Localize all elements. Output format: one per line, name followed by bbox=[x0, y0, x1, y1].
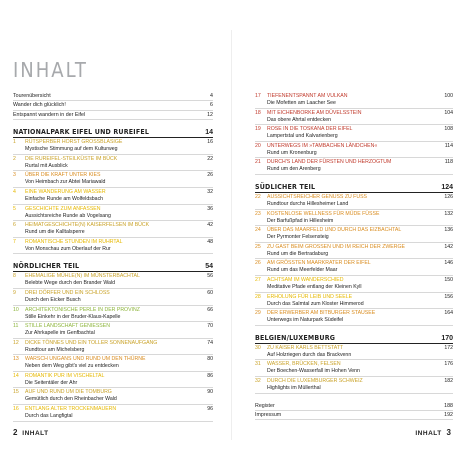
tour-subtitle: Der Pyrmonter Felsensteig bbox=[255, 234, 453, 243]
section-title: SÜDLICHER TEIL bbox=[255, 182, 316, 191]
tour-subtitle: Gemütlich durch den Rheinbacher Wald bbox=[13, 396, 213, 405]
tour-title: HEIMATGESCHICHTE(N) KAISERFELSEN IM BÜCK bbox=[25, 222, 150, 229]
tour-page: 36 bbox=[207, 205, 213, 212]
section-title: NÖRDLICHER TEIL bbox=[13, 262, 80, 271]
tour-page: 142 bbox=[444, 243, 453, 250]
tour-number: 14 bbox=[13, 372, 19, 379]
tour-subtitle: Rund um Kronenburg bbox=[255, 150, 453, 159]
tour-number: 20 bbox=[255, 142, 261, 149]
tour-entry bbox=[13, 238, 213, 255]
toc-title: Impressum bbox=[255, 411, 282, 418]
tour-subtitle: Rurtal mit Ausblick bbox=[13, 163, 213, 172]
page-number: 2 bbox=[13, 428, 18, 437]
tour-header bbox=[255, 377, 453, 385]
tour-number: 28 bbox=[255, 293, 261, 300]
tour-subtitle: Rund um den Arenberg bbox=[255, 166, 453, 175]
tour-title: AUSSICHTSREICHER GENUSS ZU FUSS bbox=[267, 193, 368, 200]
section-page: 14 bbox=[205, 129, 213, 137]
tour-subtitle: Die Seitentäler der Ahr bbox=[13, 380, 213, 389]
tour-header bbox=[13, 339, 213, 347]
tour-subtitle: Meditative Pfade entlang der Kleinen Kyll bbox=[255, 284, 453, 293]
tour-title: ZU KAISER KARLS BETTSTATT bbox=[267, 344, 344, 351]
tour-entry bbox=[255, 377, 453, 394]
tour-entry bbox=[13, 355, 213, 372]
tour-entry bbox=[13, 272, 213, 289]
tour-subtitle: Auf Holzriegen durch das Brackvenn bbox=[255, 352, 453, 361]
section-heading bbox=[255, 332, 453, 344]
tour-subtitle: Rund um das Meerfelder Maar bbox=[255, 267, 453, 276]
tour-header bbox=[255, 243, 453, 251]
section-heading bbox=[255, 181, 453, 193]
tour-page: 80 bbox=[207, 356, 213, 363]
tour-number: 1 bbox=[13, 139, 16, 146]
tour-page: 164 bbox=[444, 310, 453, 317]
tour-subtitle: Highlights im Müllerthal bbox=[255, 385, 453, 394]
footer-left bbox=[13, 428, 49, 437]
tour-page: 86 bbox=[207, 372, 213, 379]
tour-entry bbox=[13, 388, 213, 405]
tour-title: DURCH'S LAND DER FÜRSTEN UND HERZOGTUM bbox=[267, 159, 392, 166]
tour-number: 17 bbox=[255, 93, 261, 99]
tour-title: DURCH DIE LUXEMBURGER SCHWEIZ bbox=[267, 377, 363, 384]
tour-page: 32 bbox=[207, 188, 213, 195]
tour-title: WARSCH UNGANS UND RUND UM DEN THÜRNE bbox=[25, 356, 146, 363]
tour-subtitle: Aussichtsreiche Runde ab Vogelsang bbox=[13, 213, 213, 222]
spacer bbox=[255, 394, 453, 402]
tour-subtitle: Durch das Salmtal zum Kloster Himmerod bbox=[255, 301, 453, 310]
tour-header bbox=[13, 272, 213, 280]
tour-number: 23 bbox=[255, 210, 261, 217]
tour-header bbox=[255, 210, 453, 218]
tour-header bbox=[13, 188, 213, 196]
tour-header bbox=[255, 193, 453, 201]
tour-subtitle: Neben dem Weg gibt's viel zu entdecken bbox=[13, 363, 213, 372]
tour-number: 19 bbox=[255, 126, 261, 133]
toc-page: 4 bbox=[210, 93, 213, 99]
tour-subtitle: Die Mofetten am Laacher See bbox=[255, 100, 453, 109]
tour-entry bbox=[13, 138, 213, 155]
tour-number: 32 bbox=[255, 377, 261, 384]
tour-entry bbox=[255, 226, 453, 243]
tour-title: ROMANTIK PUR IM VISCHELTAL bbox=[25, 372, 105, 379]
toc-page: 6 bbox=[210, 102, 213, 109]
tour-header bbox=[255, 309, 453, 317]
tour-title: EINE WANDERUNG AM WASSER bbox=[25, 188, 106, 195]
tour-title: ZU GAST BEIM GROSSEN UND IM REICH DER ZWERGE bbox=[267, 243, 405, 250]
tour-entry bbox=[255, 243, 453, 260]
toc-row bbox=[13, 101, 213, 110]
tour-entry bbox=[255, 193, 453, 210]
toc-page: 188 bbox=[444, 402, 453, 409]
tour-page: 182 bbox=[444, 377, 453, 384]
tour-title: AM GRÖSSTEN MAARKRATER DER EIFEL bbox=[267, 260, 371, 267]
tour-title: DER ERWERBER AM BITBURGER STAUSEE bbox=[267, 310, 376, 317]
tour-title: STILLE LANDSCHAFT GENIESSEN bbox=[25, 323, 110, 330]
tour-entry bbox=[13, 188, 213, 205]
tour-page: 60 bbox=[207, 289, 213, 296]
tour-title: EHEMALIGE MÜHLE(N) IM MÜNSTERBACHTAL bbox=[25, 273, 140, 280]
tour-header bbox=[13, 155, 213, 163]
tour-header bbox=[13, 171, 213, 179]
toc-page: 192 bbox=[444, 411, 453, 418]
tour-page: 118 bbox=[444, 159, 453, 166]
tour-number: 13 bbox=[13, 356, 19, 363]
tour-title: ACHTSAM IM WANDERSCHIED bbox=[267, 276, 344, 283]
tour-number: 26 bbox=[255, 260, 261, 267]
toc-row bbox=[255, 411, 453, 420]
tour-subtitle: Stille Einkehr in der Bruder-Klaus-Kapelle bbox=[13, 314, 213, 323]
tour-page: 70 bbox=[207, 323, 213, 330]
tour-entry bbox=[255, 158, 453, 175]
tour-subtitle: Zur Ahrkapelle im Genfbachtal bbox=[13, 330, 213, 339]
tour-header bbox=[255, 125, 453, 133]
tour-header bbox=[13, 388, 213, 396]
tour-title: UNTERWEGS IM »TAMBACHEN LÄNDCHEN« bbox=[267, 142, 378, 149]
tour-entry bbox=[255, 109, 453, 126]
tour-page: 42 bbox=[207, 222, 213, 229]
tour-title: WASSER, BRÜCKEN, FELSEN bbox=[267, 361, 341, 368]
tour-title: ROSE IN DIE TOSKANA DER EIFEL bbox=[267, 126, 353, 133]
tour-title: RÜTSPERBER HORST GROSSBLASIGE bbox=[25, 139, 123, 146]
tour-header bbox=[255, 259, 453, 267]
tour-number: 24 bbox=[255, 227, 261, 234]
tour-entry bbox=[255, 259, 453, 276]
section-heading bbox=[13, 260, 213, 272]
footer-right bbox=[415, 428, 451, 437]
toc-row bbox=[255, 402, 453, 411]
tour-subtitle: Lampertstal und Kalvarienberg bbox=[255, 133, 453, 142]
tour-number: 25 bbox=[255, 243, 261, 250]
tour-header bbox=[255, 276, 453, 284]
tour-title: DIE RUREIFEL-STEILKÜSTE IM BÜCK bbox=[25, 155, 118, 162]
tour-page: 66 bbox=[207, 306, 213, 313]
tour-header bbox=[255, 92, 453, 100]
tour-number: 3 bbox=[13, 172, 16, 179]
page-gutter bbox=[231, 30, 232, 440]
tour-title: DREI DÖRFER UND EIN SCHLOSS bbox=[25, 289, 110, 296]
tour-page: 126 bbox=[444, 193, 453, 200]
tour-entry bbox=[255, 309, 453, 326]
tour-header bbox=[13, 238, 213, 246]
tour-number: 30 bbox=[255, 344, 261, 351]
tour-page: 74 bbox=[207, 339, 213, 346]
section-page: 54 bbox=[205, 263, 213, 271]
tour-subtitle: Von Monschau zum Oberlauf der Rur bbox=[13, 246, 213, 255]
section-heading bbox=[13, 126, 213, 138]
tour-entry bbox=[255, 344, 453, 361]
tour-header bbox=[255, 293, 453, 301]
tour-header bbox=[13, 138, 213, 146]
tour-page: 22 bbox=[207, 155, 213, 162]
tour-number: 6 bbox=[13, 222, 16, 229]
page-number: 3 bbox=[446, 428, 451, 437]
tour-subtitle: Der Boechen-Wasserfall im Hohen Venn bbox=[255, 368, 453, 377]
tour-subtitle: Der Barfußpfad in Hillesheim bbox=[255, 218, 453, 227]
tour-header bbox=[255, 226, 453, 234]
tour-subtitle: Belebte Wege durch den Brander Wald bbox=[13, 280, 213, 289]
tour-header bbox=[255, 344, 453, 352]
tour-entry bbox=[13, 322, 213, 339]
tour-page: 48 bbox=[207, 238, 213, 245]
tour-entry bbox=[255, 276, 453, 293]
tour-entry bbox=[13, 171, 213, 188]
tour-number: 15 bbox=[13, 389, 19, 396]
tour-entry bbox=[255, 125, 453, 142]
tour-subtitle: Rundtour am Michelsberg bbox=[13, 347, 213, 356]
tour-title: MIT EICHENBORKE AM DÜVELSSTEIN bbox=[267, 109, 362, 116]
section-title: NATIONALPARK EIFEL UND RUREIFEL bbox=[13, 128, 150, 137]
tour-number: 10 bbox=[13, 306, 19, 313]
tour-number: 18 bbox=[255, 109, 261, 116]
running-head: INHALT bbox=[415, 430, 442, 437]
section-page: 170 bbox=[441, 334, 453, 342]
tour-subtitle: Durch das Langfigtal bbox=[13, 413, 213, 422]
toc-title: Entspannt wandern in der Eifel bbox=[13, 111, 86, 118]
tour-title: ARCHITEKTONISCHE PERLE IN DER PROVINZ bbox=[25, 306, 140, 313]
tour-subtitle: Unterwegs im Naturpark Südeifel bbox=[255, 317, 453, 326]
tour-entry bbox=[255, 92, 453, 109]
tour-entry bbox=[13, 405, 213, 422]
tour-page: 146 bbox=[444, 260, 453, 267]
tour-header bbox=[13, 355, 213, 363]
tour-header bbox=[13, 405, 213, 413]
tour-subtitle: Das obere Ahrtal entdecken bbox=[255, 117, 453, 126]
tour-subtitle: Rund um die Bertradaburg bbox=[255, 251, 453, 260]
tour-number: 29 bbox=[255, 310, 261, 317]
tour-entry bbox=[13, 306, 213, 323]
toc-row bbox=[13, 111, 213, 120]
tour-title: ÜBER DIE KRAFT UNTER KIES bbox=[25, 172, 101, 179]
tour-page: 150 bbox=[444, 276, 453, 283]
tour-entry bbox=[255, 293, 453, 310]
tour-number: 9 bbox=[13, 289, 16, 296]
tour-header bbox=[255, 158, 453, 166]
tour-entry bbox=[13, 339, 213, 356]
tour-subtitle: Mystische Stimmung auf dem Kulturweg bbox=[13, 146, 213, 155]
tour-page: 172 bbox=[444, 344, 453, 351]
tour-number: 31 bbox=[255, 361, 261, 368]
tour-title: TIEFENENTSPANNT AM VULKAN bbox=[267, 93, 348, 99]
tour-number: 5 bbox=[13, 205, 16, 212]
tour-header bbox=[13, 322, 213, 330]
tour-number: 21 bbox=[255, 159, 261, 166]
tour-entry bbox=[13, 155, 213, 172]
tour-header bbox=[255, 109, 453, 117]
tour-page: 16 bbox=[207, 139, 213, 146]
tour-page: 114 bbox=[444, 142, 453, 149]
toc-title: Wander dich glücklich! bbox=[13, 102, 66, 109]
tour-title: DICKE TÖNNES UND EIN TOLLER SONNENAUFGANG bbox=[25, 339, 158, 346]
tour-title: ENTLANG ALTER TROCKENMAUERN bbox=[25, 406, 117, 413]
tour-number: 8 bbox=[13, 273, 16, 280]
toc-row bbox=[13, 92, 213, 101]
tour-page: 156 bbox=[444, 293, 453, 300]
tour-page: 26 bbox=[207, 172, 213, 179]
tour-entry bbox=[255, 210, 453, 227]
tour-page: 100 bbox=[444, 93, 453, 99]
toc-page: 12 bbox=[207, 111, 213, 118]
tour-entry bbox=[13, 205, 213, 222]
tour-number: 22 bbox=[255, 193, 261, 200]
tour-entry bbox=[13, 372, 213, 389]
tour-header bbox=[13, 306, 213, 314]
tour-page: 176 bbox=[444, 361, 453, 368]
tour-page: 96 bbox=[207, 406, 213, 413]
tour-entry bbox=[255, 360, 453, 377]
tour-header bbox=[255, 142, 453, 150]
tour-header bbox=[255, 360, 453, 368]
tour-subtitle: Rund um die Kalltalsperre bbox=[13, 229, 213, 238]
tour-number: 12 bbox=[13, 339, 19, 346]
running-head: INHALT bbox=[22, 430, 49, 437]
tour-subtitle: Einfache Runde am Wolfeldsbach bbox=[13, 196, 213, 205]
tour-page: 104 bbox=[444, 109, 453, 116]
tour-entry bbox=[13, 221, 213, 238]
tour-entry bbox=[13, 289, 213, 306]
tour-header bbox=[13, 372, 213, 380]
tour-header bbox=[13, 289, 213, 297]
tour-number: 7 bbox=[13, 238, 16, 245]
tour-page: 56 bbox=[207, 273, 213, 280]
section-page: 124 bbox=[441, 183, 453, 191]
tour-header bbox=[13, 205, 213, 213]
tour-title: ERHOLUNG FÜR LEIB UND SEELE bbox=[267, 293, 353, 300]
tour-number: 16 bbox=[13, 406, 19, 413]
page-title: INHALT bbox=[13, 58, 88, 82]
toc-title: Tourenübersicht bbox=[13, 93, 51, 99]
tour-number: 2 bbox=[13, 155, 16, 162]
tour-title: ROMANTISCHE STUNDEN IM RUHRTAL bbox=[25, 238, 123, 245]
tour-number: 4 bbox=[13, 188, 16, 195]
right-column bbox=[255, 92, 453, 420]
tour-subtitle: Durch den Eicker Busch bbox=[13, 297, 213, 306]
tour-subtitle: Von Heimbach zur Abtei Mariawald bbox=[13, 179, 213, 188]
tour-title: ÜBER DAS MAARFELD UND DURCH DAS EIZBACHTAL bbox=[267, 227, 402, 234]
tour-title: KOSTENLOSE WELLNESS FÜR MÜDE FÜSSE bbox=[267, 210, 380, 217]
tour-number: 11 bbox=[13, 323, 19, 330]
tour-subtitle: Rundtour durchs Hillesheimer Land bbox=[255, 201, 453, 210]
tour-entry bbox=[255, 142, 453, 159]
tour-title: GESCHICHTE ZUM ANFASSEN bbox=[25, 205, 101, 212]
tour-page: 136 bbox=[444, 227, 453, 234]
tour-page: 108 bbox=[444, 126, 453, 133]
tour-page: 90 bbox=[207, 389, 213, 396]
section-title: BELGIEN/LUXEMBURG bbox=[255, 333, 336, 342]
left-column bbox=[13, 92, 213, 422]
tour-title: AUF UND RUND UM DIE TOMBURG bbox=[25, 389, 112, 396]
tour-number: 27 bbox=[255, 276, 261, 283]
tour-header bbox=[13, 221, 213, 229]
toc-title: Register bbox=[255, 402, 275, 409]
tour-page: 132 bbox=[444, 210, 453, 217]
